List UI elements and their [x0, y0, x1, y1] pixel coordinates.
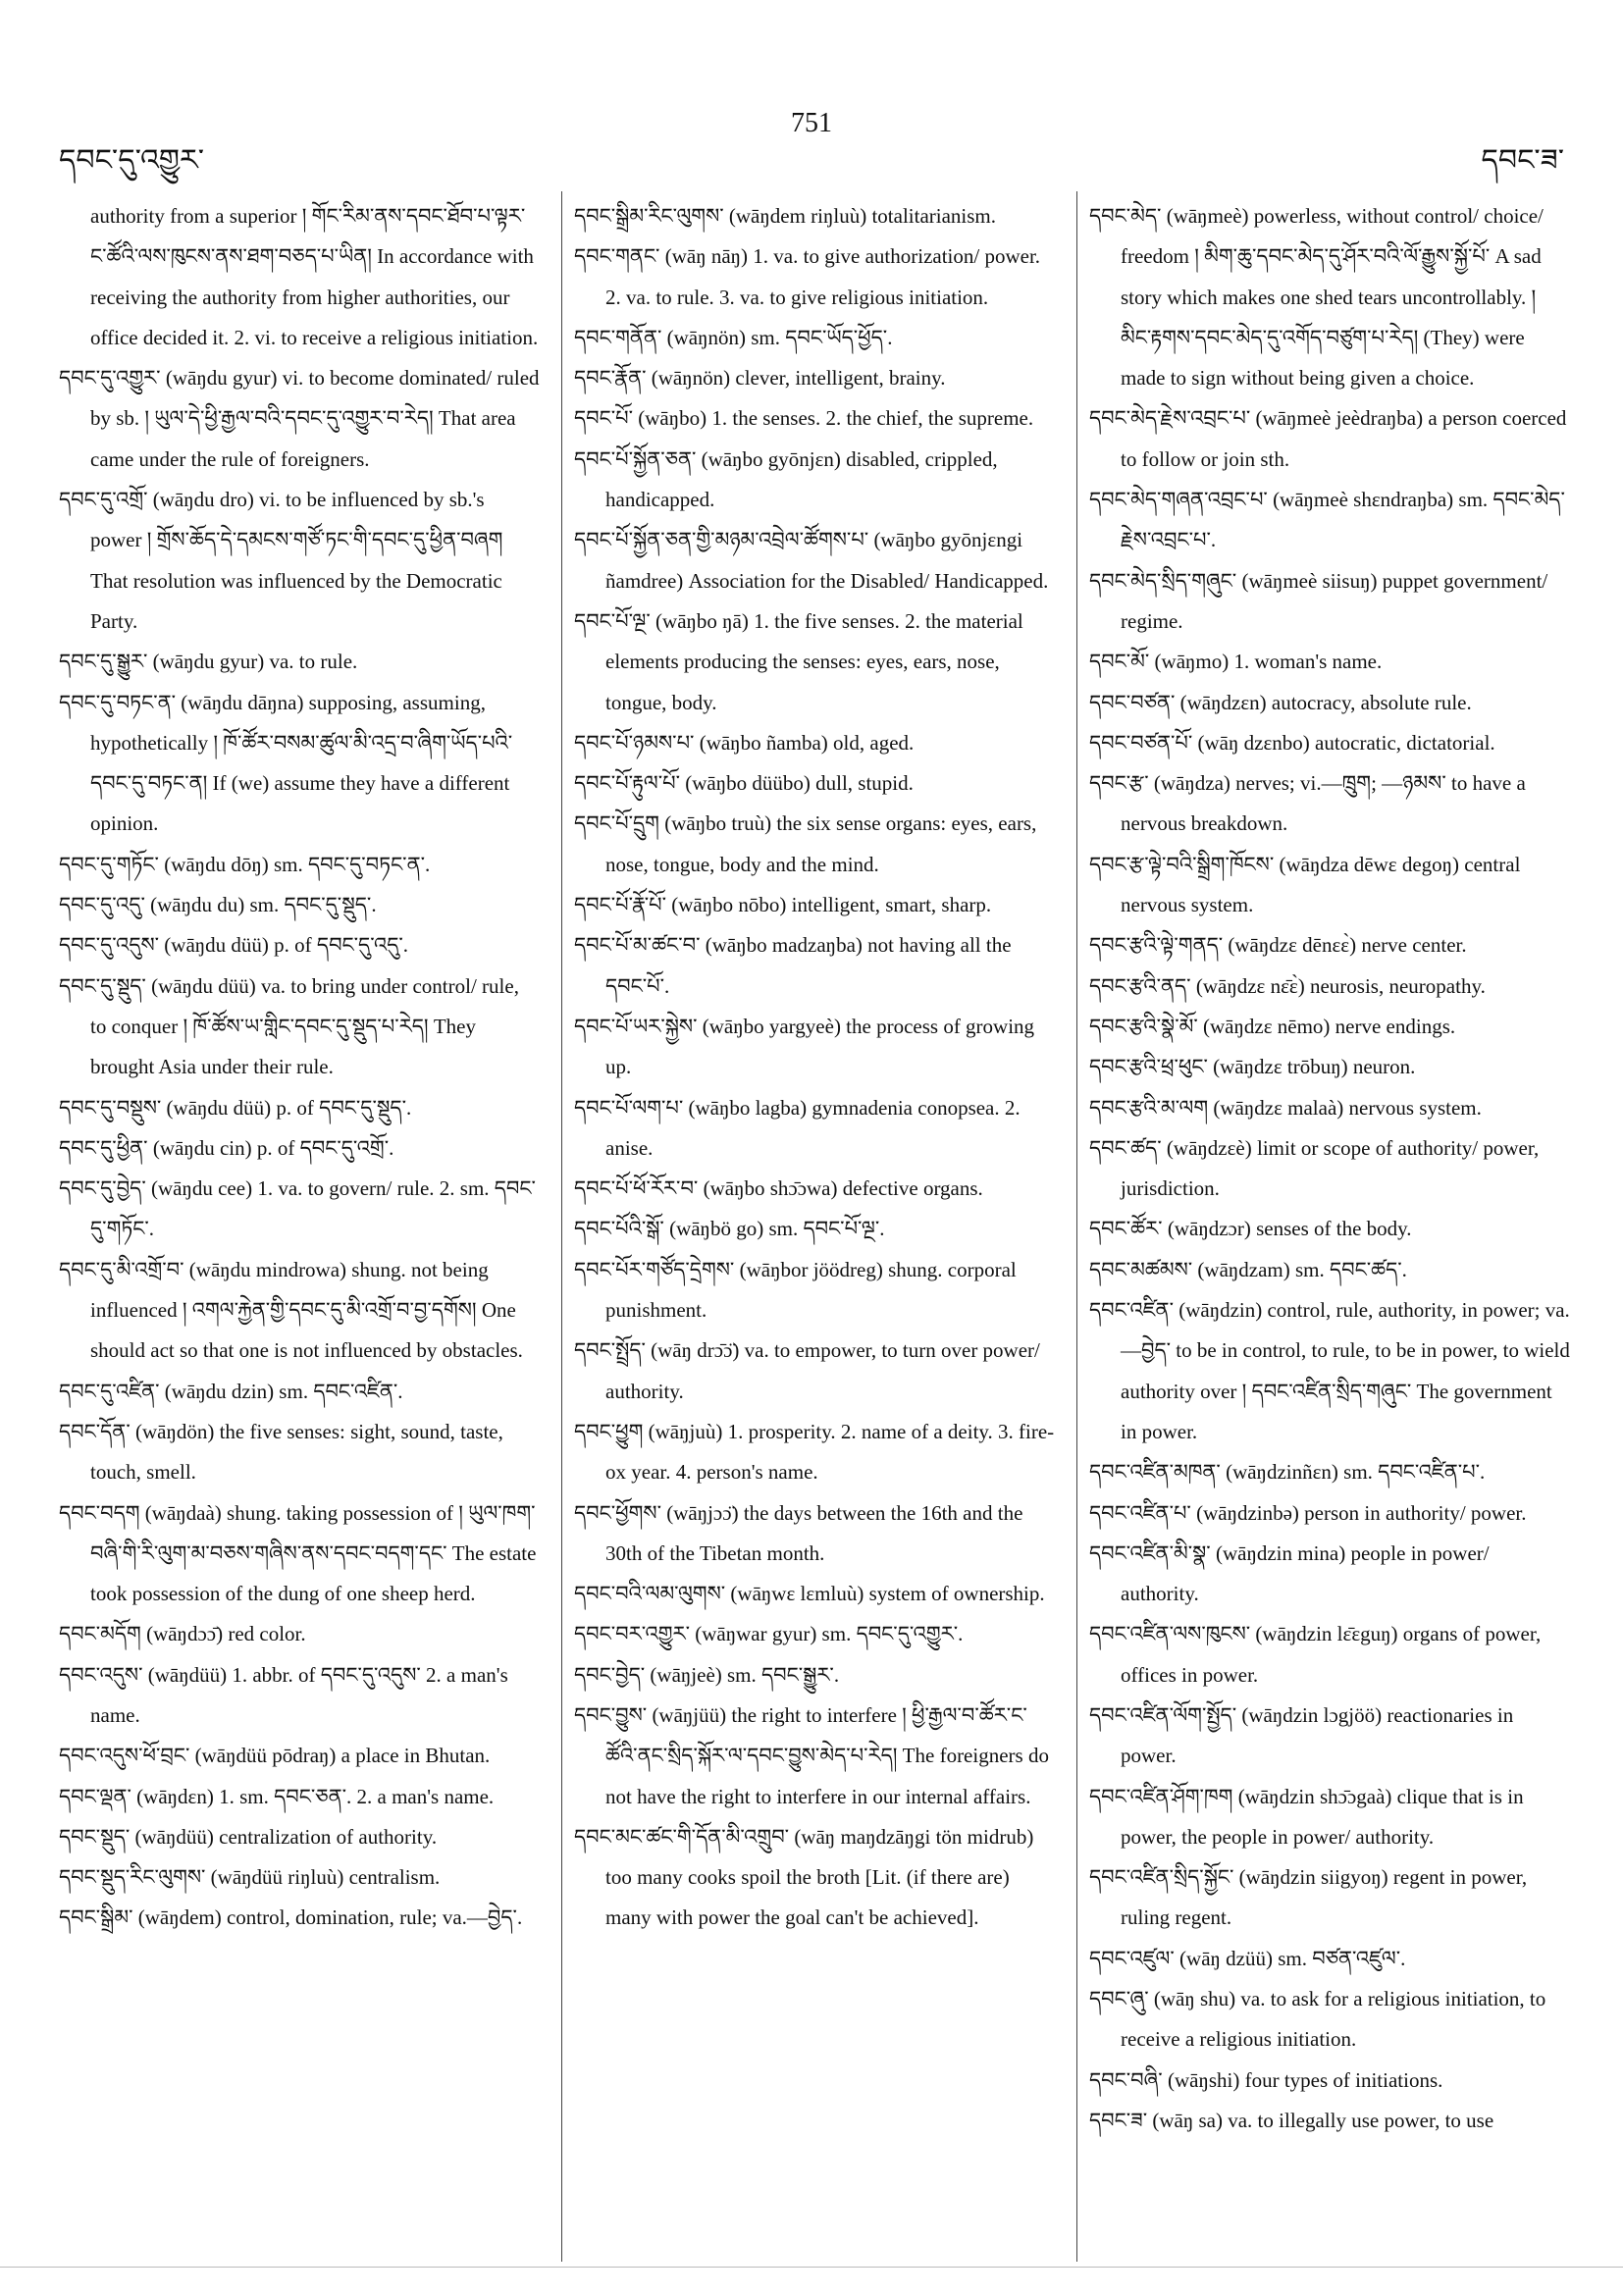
dictionary-entry: དབང་བའི་ལམ་ལུགས་ (wāŋwɛ lɛmluù) system of ownership. [574, 1582, 1045, 1606]
dictionary-entry: དབང་དུ་བྱེད་ (wāŋdu cee) 1. va. to govern/ rule. 2. sm. དབང་དུ་གཏོང་. [59, 1176, 536, 1241]
dictionary-entry: དབང་པོ་ཉམས་པ་ (wāŋbo ñamba) old, aged. [574, 730, 915, 755]
dictionary-entry: དབང་ཕྱུག (wāŋjuù) 1. prosperity. 2. name of a deity. 3. fire-ox year. 4. person's name. [574, 1419, 1055, 1485]
dictionary-entry: དབང་དུ་བསྡུས་ (wāŋdu düü) p. of དབང་དུ་སྡུད་. [59, 1095, 412, 1120]
column-2 [574, 196, 1055, 2257]
dictionary-entry: དབང་ཕྱོགས་ (wāŋjɔɔ̈) the days between the 16th and the 30th of the Tibetan month. [574, 1500, 1023, 1565]
dictionary-entry: དབང་དུ་ཕྱིན་ (wāŋdu cin) p. of དབང་དུ་འགྲོ་. [59, 1135, 394, 1160]
dictionary-entry: དབང་ཚད་ (wāŋdzɛè) limit or scope of authority/ power, jurisdiction. [1089, 1135, 1540, 1201]
column-3 [1089, 196, 1570, 2257]
dictionary-entry: དབང་དུ་འདུ་ (wāŋdu du) sm. དབང་དུ་སྡུད་. [59, 893, 377, 917]
dictionary-entry: དབང་དུ་འགྱུར་ (wāŋdu gyur) vi. to become dominated/ ruled by sb. ། ཡུལ་དེ་ཕྱི་རྒྱལ་བའི་དབང་དུ་འགྱུར་བ་རེད། That area came under the rule of foreigners. [59, 366, 540, 471]
dictionary-entry: དབང་དུ་འཛིན་ (wāŋdu dzin) sm. དབང་འཛིན་. [59, 1379, 403, 1403]
dictionary-entry: དབང་འཛིན་པ་ (wāŋdzinbə) person in authority/ power. [1089, 1500, 1527, 1525]
dictionary-entry: དབང་བྱུས་ (wāŋjüü) the right to interfere ། ཕྱི་རྒྱལ་བ་ཚོར་ང་ཚོའི་ནང་སྲིད་སྐོར་ལ་དབང་བྱུས་མེད་པ་རེད། The foreigners do not have the right to interfere in our internal affairs. [574, 1702, 1049, 1808]
dictionary-entry: དབང་བར་འགྱུར་ (wāŋwar gyur) sm. དབང་དུ་འགྱུར་. [574, 1622, 964, 1646]
dictionary-entry: དབང་པོ་རྣོ་པོ་ (wāŋbo nōbo) intelligent, smart, sharp. [574, 893, 992, 917]
dictionary-entry: དབང་སྡུད་ (wāŋdüü) centralization of authority. [59, 1824, 438, 1849]
dictionary-entry: དབང་བདག (wāŋdaà) shung. taking possession of ། ཡུལ་ཁག་བཞི་གི་རི་ལུག་མ་བཅས་གཞིས་ནས་དབང་བདག་དང་ The estate took possession of the dung of one sheep herd. [59, 1500, 537, 1606]
dictionary-entry: དབང་རྩའི་ལྟེ་གནད་ (wāŋdzɛ dēnɛɛ̀) nerve center. [1089, 933, 1467, 958]
dictionary-entry: དབང་རྩའི་ནད་ (wāŋdzɛ nɛ̄ɛ̀) neurosis, neuropathy. [1089, 973, 1486, 998]
dictionary-entry: དབང་འཛིན་མཁན་ (wāŋdzinñɛn) sm. དབང་འཛིན་པ་. [1089, 1460, 1486, 1485]
dictionary-entry: དབང་གནང་ (wāŋ nāŋ) 1. va. to give authorization/ power. 2. va. to rule. 3. va. to give religious initiation. [574, 244, 1041, 309]
column-1 [59, 196, 540, 2257]
left-running-head: དབང་དུ་འགྱུར་ [59, 144, 204, 177]
dictionary-entry: དབང་འདུས་ཕོ་བྲང་ (wāŋdüü pōdraŋ) a place in Bhutan. [59, 1744, 491, 1768]
dictionary-entry: དབང་པོ་ལྔ་ (wāŋbo ŋā) 1. the five senses. 2. the material elements producing the senses: eyes, ears, nose, tongue, body. [574, 608, 1023, 714]
dictionary-entry: དབང་པོར་གཙོད་དྲེགས་ (wāŋbor jöödreg) shung. corporal punishment. [574, 1257, 1017, 1323]
dictionary-entry: དབང་མོ་ (wāŋmo) 1. woman's name. [1089, 650, 1383, 674]
page-header [59, 108, 1564, 177]
dictionary-entry: དབང་མེད་རྗེས་འབྲང་པ་ (wāŋmeè jeèdraŋba) a person coerced to follow or join sth. [1089, 406, 1567, 471]
dictionary-entry: དབང་བཙན་ (wāŋdzɛn) autocracy, absolute rule. [1089, 690, 1472, 714]
dictionary-entry: དབང་འཛུལ་ (wāŋ dzüü) sm. བཙན་འཛུལ་. [1089, 1946, 1406, 1970]
dictionary-columns [59, 196, 1570, 2257]
dictionary-entry: དབང་པོ་ཕོ་རོར་བ་ (wāŋbo shɔ̄ɔwa) defective organs. [574, 1176, 983, 1201]
dictionary-entry: དབང་པོ་ (wāŋbo) 1. the senses. 2. the chief, the supreme. [574, 406, 1034, 431]
dictionary-entry: དབང་ཟ་ (wāŋ sa) va. to illegally use power, to use [1089, 2108, 1494, 2132]
dictionary-entry: དབང་མང་ཚང་གི་དོན་མི་འགྲུབ་ (wāŋ maŋdzāŋgi tön midrub) too many cooks spoil the broth [Lit. (if there are) many with power the goal can't be achieved]. [574, 1824, 1034, 1930]
dictionary-entry: དབང་རྩ་ (wāŋdza) nerves; vi.—ཁྲུག; —ཉམས་ to have a nervous breakdown. [1089, 771, 1526, 836]
dictionary-entry: དབང་མདོག (wāŋdɔɔ̄) red color. [59, 1622, 306, 1646]
dictionary-entry: དབང་དུ་སྡུད་ (wāŋdu düü) va. to bring under control/ rule, to conquer ། ཁོ་ཚོས་ཡ་གླིང་དབང་དུ་སྡུད་པ་རེད། They brought Asia under their rule. [59, 973, 519, 1079]
dictionary-entry: དབང་རྩའི་མ་ལག (wāŋdzɛ malaà) nervous system. [1089, 1095, 1482, 1120]
dictionary-entry: དབང་སྒྲིམ་ (wāŋdem) control, domination, rule; va.—བྱེད་. [59, 1905, 523, 1930]
dictionary-entry: དབང་རྩ་ལྟེ་བའི་སྒྲིག་ཁོངས་ (wāŋdza dēwɛ degoŋ) central nervous system. [1089, 852, 1521, 917]
dictionary-entry: དབང་བཙན་པོ་ (wāŋ dzɛnbo) autocratic, dictatorial. [1089, 730, 1495, 755]
dictionary-entry: དབང་ཚོར་ (wāŋdzɔr) senses of the body. [1089, 1217, 1412, 1241]
dictionary-entry: དབང་སྡུད་རིང་ལུགས་ (wāŋdüü riŋluù) centralism. [59, 1865, 441, 1890]
dictionary-entry: དབང་དུ་མི་འགྲོ་བ་ (wāŋdu mindrowa) shung. not being influenced ། འགལ་རྐྱེན་གྱི་དབང་དུ་མི་འགྲོ་བ་བྱ་དགོས། One should act so that one is not influenced by obstacles. [59, 1257, 523, 1363]
dictionary-entry: དབང་པོ་རྟུལ་པོ་ (wāŋbo düübo) dull, stupid. [574, 771, 914, 796]
dictionary-entry: དབང་དོན་ (wāŋdön) the five senses: sight, sound, taste, touch, smell. [59, 1419, 503, 1485]
dictionary-entry: དབང་རྣོན་ (wāŋnön) clever, intelligent, brainy. [574, 366, 946, 391]
dictionary-entry: དབང་པོའི་སྒོ་ (wāŋbö go) sm. དབང་པོ་ལྔ་. [574, 1217, 885, 1241]
dictionary-entry: དབང་གནོན་ (wāŋnön) sm. དབང་ཡོད་ཕྱོད་. [574, 325, 893, 349]
continued-entry: authority from a superior ། གོང་རིམ་ནས་དབང་ཐོབ་པ་ལྟར་ང་ཚོའི་ལས་ཁུངས་ནས་ཐག་བཅད་པ་ཡིན། In accordance with receiving the authority from higher authorities, our office decided it. 2. vi. to receive a religious initiation. [90, 204, 539, 349]
dictionary-entry: དབང་འཛིན་མི་སྣ་ (wāŋdzin mina) people in power/ authority. [1089, 1540, 1490, 1606]
bottom-rule [0, 2267, 1623, 2268]
dictionary-entry: དབང་འཛིན་ལས་ཁུངས་ (wāŋdzin lɛ̄ɛguŋ) organs of power, offices in power. [1089, 1622, 1542, 1687]
dictionary-entry: དབང་མཚམས་ (wāŋdzam) sm. དབང་ཚད་. [1089, 1257, 1407, 1281]
dictionary-entry: དབང་དུ་འགྲོ་ (wāŋdu dro) vi. to be influenced by sb.'s power ། གྲོས་ཆོད་དེ་དམངས་གཙོ་ཏང་གི་དབང་དུ་ཕྱིན་བཞག That resolution was influenced by the Democratic Party. [59, 488, 503, 633]
dictionary-entry: དབང་མེད་གཞན་འབྲང་པ་ (wāŋmeè shɛndraŋba) sm. དབང་མེད་རྗེས་འབྲང་པ་. [1089, 488, 1565, 552]
dictionary-entry: དབང་པོ་སྐྱོན་ཅན་གྱི་མཉམ་འབྲེལ་ཚོགས་པ་ (wāŋbo gyōnjɛngi ñamdree) Association for the Disabled/ Handicapped. [574, 528, 1049, 593]
dictionary-entry: དབང་དུ་བཏང་ན་ (wāŋdu dāŋna) supposing, assuming, hypothetically ། ཁོ་ཚོར་བསམ་ཚུལ་མི་འདྲ་བ་ཞིག་ཡོད་པའི་དབང་དུ་བཏང་ན། If (we) assume they have a different opinion. [59, 690, 513, 836]
dictionary-entry: དབང་མེད་སྲིད་གཞུང་ (wāŋmeè siisuŋ) puppet government/ regime. [1089, 568, 1548, 633]
dictionary-entry: དབང་འདུས་ (wāŋdüü) 1. abbr. of དབང་དུ་འདུས་ 2. a man's name. [59, 1662, 508, 1727]
dictionary-entry: དབང་དུ་སྒྱུར་ (wāŋdu gyur) va. to rule. [59, 650, 358, 674]
dictionary-entry: དབང་ལྡན་ (wāŋdɛn) 1. sm. དབང་ཅན་. 2. a man's name. [59, 1784, 495, 1808]
dictionary-entry: དབང་པོ་མ་ཚང་བ་ (wāŋbo madzaŋba) not having all the དབང་པོ་. [574, 933, 1012, 998]
dictionary-entry: དབང་བཞི་ (wāŋshi) four types of initiations. [1089, 2067, 1443, 2092]
dictionary-entry: དབང་འཛིན་ (wāŋdzin) control, rule, authority, in power; va.—བྱེད་ to be in control, to rule, to be in power, to wield authority over ། དབང་འཛིན་སྲིད་གཞུང་ The government in power. [1089, 1298, 1570, 1443]
dictionary-entry: དབང་དུ་གཏོང་ (wāŋdu dōŋ) sm. དབང་དུ་བཏང་ན་. [59, 852, 431, 876]
dictionary-entry: དབང་འཛིན་ཤོག་ཁག (wāŋdzin shɔ̄ɔgaà) clique that is in power, the people in power/ authority. [1089, 1784, 1524, 1849]
dictionary-entry: དབང་འཛིན་ལོག་སྤྱོད་ (wāŋdzin lɔgjöö) reactionaries in power. [1089, 1702, 1514, 1768]
dictionary-entry: དབང་ཞུ་ (wāŋ shu) va. to ask for a religious initiation, to receive a religious initiation. [1089, 1987, 1546, 2052]
dictionary-entry: དབང་མེད་ (wāŋmeè) powerless, without control/ choice/ freedom ། མིག་ཆུ་དབང་མེད་དུ་ཤོར་བའི་ལོ་རྒྱུས་སྐྱོ་པོ་ A sad story which makes one shed tears uncontrollably. ། མིང་རྟགས་དབང་མེད་དུ་འགོད་བཙུག་པ་རེད། (They) were made to sign without being given a choice. [1089, 204, 1544, 391]
dictionary-entry: དབང་བྱེད་ (wāŋjeè) sm. དབང་སྒྱུར་. [574, 1662, 840, 1687]
dictionary-entry: དབང་རྩའི་སྣེ་མོ་ (wāŋdzɛ nēmo) nerve endings. [1089, 1014, 1456, 1038]
dictionary-entry: དབང་པོ་སྐྱོན་ཅན་ (wāŋbo gyōnjɛn) disabled, crippled, handicapped. [574, 446, 998, 512]
page-number: 751 [791, 108, 832, 138]
dictionary-entry: དབང་རྩའི་ཕྲ་ཕུང་ (wāŋdzɛ trōbuŋ) neuron. [1089, 1055, 1416, 1079]
dictionary-entry: དབང་སྒྲིམ་རིང་ལུགས་ (wāŋdem riŋluù) totalitarianism. [574, 204, 997, 228]
dictionary-entry: དབང་པོ་ཡར་སྐྱེས་ (wāŋbo yargyeè) the process of growing up. [574, 1014, 1035, 1079]
dictionary-entry: དབང་དུ་འདུས་ (wāŋdu düü) p. of དབང་དུ་འདུ་. [59, 933, 409, 958]
dictionary-entry: དབང་སྤྲོད་ (wāŋ drɔ̄ɔ̈) va. to empower, to turn over power/ authority. [574, 1338, 1040, 1403]
right-running-head: དབང་ཟ་ [1481, 144, 1564, 177]
dictionary-entry: དབང་པོ་དྲུག (wāŋbo truù) the six sense organs: eyes, ears, nose, tongue, body and the mind. [574, 811, 1037, 876]
dictionary-entry: དབང་འཛིན་སྲིད་སྐྱོང་ (wāŋdzin siigyoŋ) regent in power, ruling regent. [1089, 1865, 1528, 1930]
dictionary-entry: དབང་པོ་ལག་པ་ (wāŋbo lagba) gymnadenia conopsea. 2. anise. [574, 1095, 1021, 1160]
